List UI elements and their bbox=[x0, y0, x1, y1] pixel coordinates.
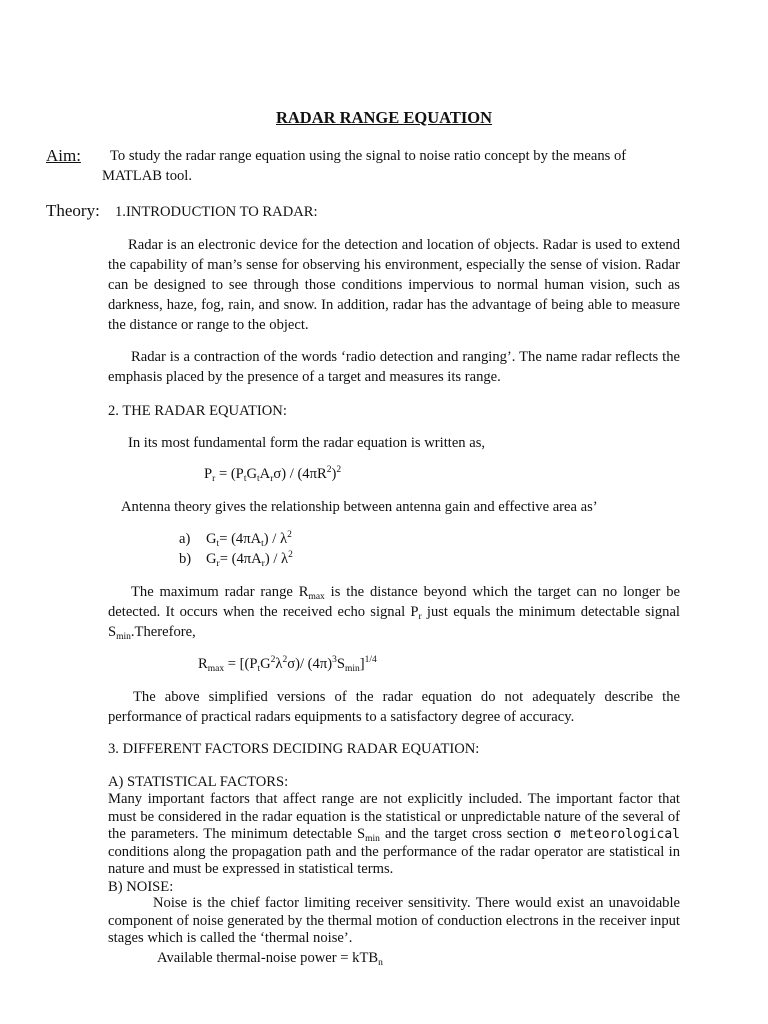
radar-definition-paragraph: Radar is a contraction of the words ‘radio detection and ranging’. The name radar reflects the emphasis placed by the presence of a target and measures its range. bbox=[108, 349, 680, 385]
theory-label: Theory: bbox=[46, 201, 100, 220]
equation-received-power: $P_r = (P_tG_tA_r\sigma) / (4\pi R^2)^2$ bbox=[204, 465, 342, 484]
simplified-paragraph: The above simplified versions of the radar equation do not adequately describe the performance of practical radars equipments to a satisfactory degree of accuracy. bbox=[108, 689, 680, 725]
statistical-factors-heading: A) STATISTICAL FACTORS: bbox=[108, 774, 289, 790]
page-title: RADAR RANGE EQUATION bbox=[275, 108, 493, 127]
noise-heading: B) NOISE: bbox=[108, 879, 174, 895]
aim-text-line1: To study the radar range equation using the signal to noise ratio concept by the means of bbox=[110, 148, 627, 164]
max-range-paragraph: The maximum radar range $R_{max}$ is the distance beyond which the target can no longer be detected. It occurs when the received echo signal $P_r$ just equals the minimum detectable signal $S_{min}.Therefore$, bbox=[108, 584, 681, 642]
statistical-factors-text: Many important factors that affect range are not explicitly included. The important factor that must be considered in the radar equation is the statistical or unpredictable nature of the several of the parameters. The minimum detectable $S_{min}$ and the target cross section σ meteorological conditions along the propagation path and the performance of the radar operator are statistical in nature and must be expressed in statistical terms. bbox=[108, 791, 680, 878]
thermal-noise-formula: Available thermal-noise power = kTB$_n$ bbox=[157, 950, 383, 968]
aim-text-line2: MATLAB tool. bbox=[102, 168, 192, 184]
list-marker-a: a) bbox=[179, 531, 191, 547]
noise-text: Noise is the chief factor limiting receiver sensitivity. There would exist an unavoidable component of noise generated by the thermal motion of conduction electrons in the receiver input stages which is called the ‘thermal noise’. bbox=[108, 895, 680, 947]
equation-receive-gain: $G_r= (4\pi A_r) / \lambda^2$ bbox=[206, 550, 293, 569]
theory-heading: 1.INTRODUCTION TO RADAR: bbox=[115, 204, 318, 220]
list-marker-b: b) bbox=[179, 551, 192, 567]
intro-paragraph: Radar is an electronic device for the detection and location of objects. Radar is used to extend the capability of man’s sense for observing his environment, especially the sense of vision. Radar can be designed to see through those conditions impervious to normal human vision, such as darkness, haze, fog, rain, and snow. In addition, radar has the advantage of being able to measure the distance or range to the object. bbox=[108, 237, 680, 333]
equation-transmit-gain: $G_t= (4\pi A_t) / \lambda^2$ bbox=[206, 530, 292, 549]
antenna-theory-text: Antenna theory gives the relationship between antenna gain and effective area as’ bbox=[121, 499, 598, 515]
section2-heading: 2. THE RADAR EQUATION: bbox=[108, 403, 287, 419]
section3-heading: 3. DIFFERENT FACTORS DECIDING RADAR EQUATION: bbox=[108, 741, 480, 757]
section2-intro: In its most fundamental form the radar equation is written as, bbox=[128, 435, 486, 451]
equation-max-range: $R_{max} = [(P_tG^2\lambda^2\sigma)/$ $(4\pi)^3S_{min}]^{1/4}$ bbox=[198, 655, 377, 674]
aim-label: Aim: bbox=[46, 146, 81, 165]
